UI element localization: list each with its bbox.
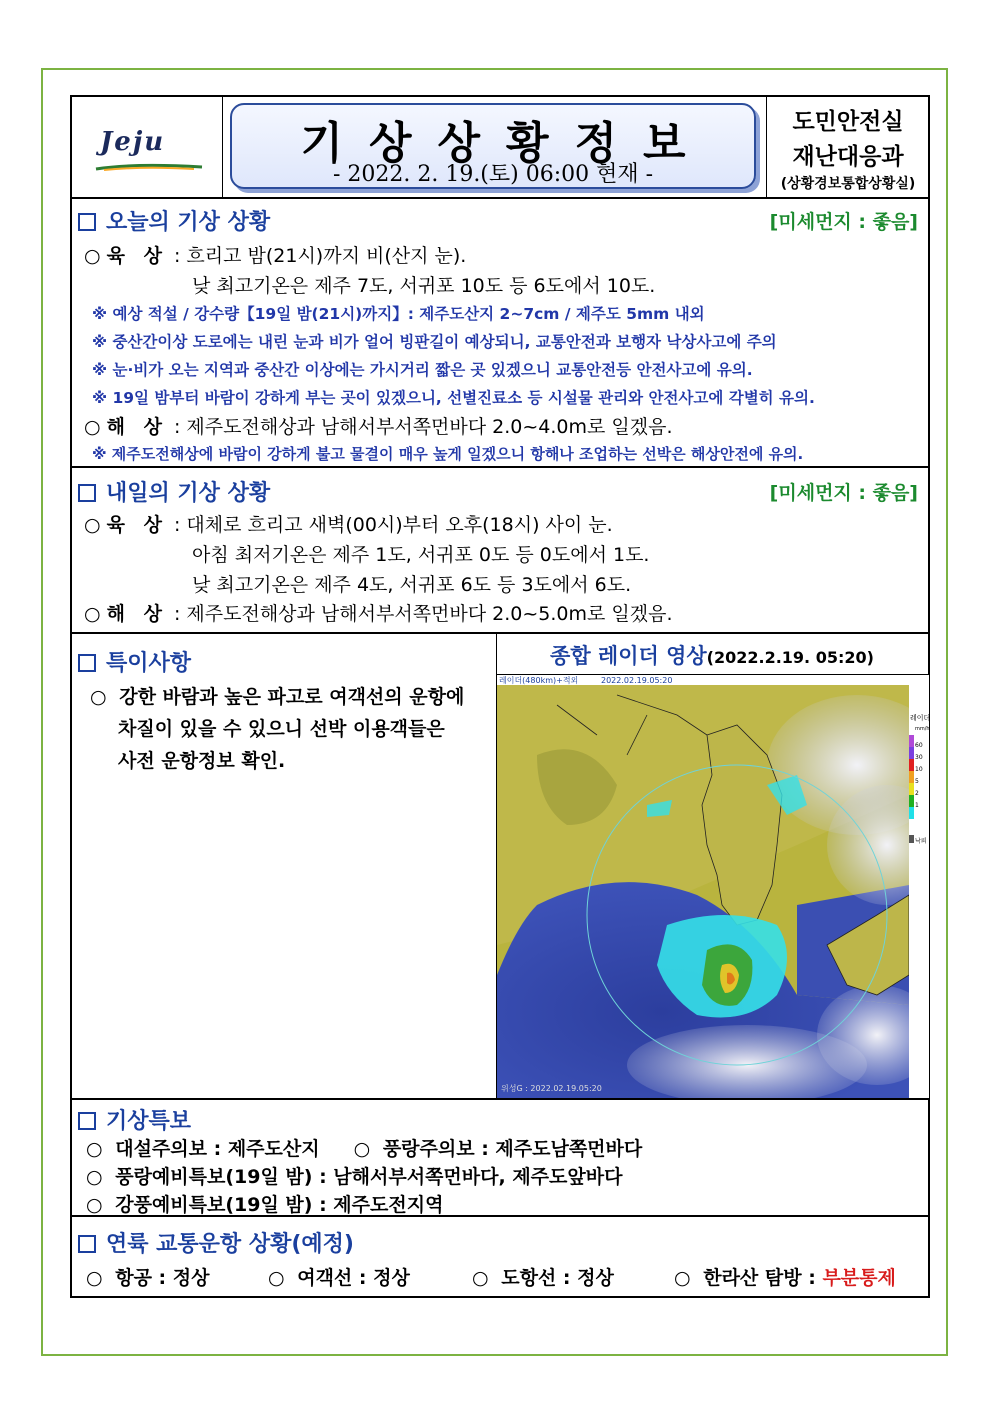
today-note-4: ※ 19일 밤부터 바람이 강하게 부는 곳이 있겠으니, 선별진료소 등 시설물 관리와 안전사고에 각별히 유의. [92,389,815,407]
today-note-2: ※ 중산간이상 도로에는 내린 눈과 비가 얼어 빙판길이 예상되니, 교통안전과 보행자 낙상사고에 주의 [92,333,777,351]
logo-cell [72,97,223,197]
today-sea-note: ※ 제주도전해상에 바람이 강하게 불고 물결이 매우 높게 일겠으니 항해나 조업하는 선박은 해상안전에 유의. [92,445,804,463]
checkbox-icon [78,213,96,231]
traffic-ferry: ○ 여객선 : 정상 [268,1267,410,1289]
traffic-air: ○ 항공 : 정상 [86,1267,210,1289]
today-note-1: ※ 예상 적설 / 강수량【19일 밤(21시)까지】: 제주도산지 2~7cm / 제주도 5mm 내외 [92,305,705,323]
special-line-1: ○ 강한 바람과 높은 파고로 여객선의 운항에 [90,686,465,708]
legend-value-30: 30 [915,754,923,761]
legend-unit: mm/h [915,726,929,732]
weather-report [70,95,930,1298]
radar-caption-bottom: 위성G : 2022.02.19.05:20 [501,1084,602,1093]
checkbox-icon [78,1235,96,1253]
today-note-3: ※ 눈·비가 오는 지역과 중산간 이상에는 가시거리 짧은 곳 있겠으니 교통안전등 안전사고에 유의. [92,361,753,379]
warnings-title: 기상특보 [78,1104,191,1135]
jeju-logo: Jeju [100,127,166,157]
traffic-section [72,1217,928,1297]
tomorrow-land-max: 낮 최고기온은 제주 4도, 서귀포 6도 등 3도에서 6도. [192,574,632,596]
radar-title: 종합 레이더 영상(2022.2.19. 05:20) [550,644,874,668]
traffic-island-ferry: ○ 도항선 : 정상 [472,1267,614,1289]
warning-line-3: ○ 강풍예비특보(19일 밤) : 제주도전지역 [86,1194,444,1216]
checkbox-icon [78,654,96,672]
warnings-section [72,1100,928,1217]
department-cell [766,97,929,197]
legend-title: 레이더 [910,714,929,722]
dept-office: 도민안전실 [792,109,904,135]
hallasan-status: 부분통제 [822,1267,896,1289]
dept-division: 재난대응과 [792,144,904,170]
today-section [72,197,928,468]
radar-caption-time: 2022.02.19.05:20 [601,676,673,685]
legend-value-5: 5 [915,778,919,785]
special-line-3: 사전 운항정보 확인. [118,750,286,772]
tomorrow-sea: ○ 해 상 : 제주도전해상과 남해서부서쪽먼바다 2.0~5.0m로 일겠음. [84,603,673,625]
legend-value-60: 60 [915,742,923,749]
special-line-2: 차질이 있을 수 있으니 선박 이용객들은 [118,718,445,740]
legend-value-1: 1 [915,802,919,809]
legend-value-10: 10 [915,766,923,773]
tomorrow-land-min: 아침 최저기온은 제주 1도, 서귀포 0도 등 0도에서 1도. [192,544,650,566]
warning-line-1: ○ 대설주의보 : 제주도산지 ○ 풍랑주의보 : 제주도남쪽먼바다 [86,1138,643,1160]
tomorrow-title: 내일의 기상 상황 [78,476,270,507]
radar-map [497,675,929,1098]
checkbox-icon [78,484,96,502]
today-title: 오늘의 기상 상황 [78,205,270,236]
special-title: 특이사항 [78,646,191,677]
radar-caption-top: 레이더(480km)+적외 [499,676,579,685]
today-sea: ○ 해 상 : 제주도전해상과 남해서부서쪽먼바다 2.0~4.0m로 일겠음. [84,416,673,438]
logo-swoosh-icon [94,163,204,171]
traffic-title: 연륙 교통운항 상황(예정) [78,1227,354,1258]
warning-line-2: ○ 풍랑예비특보(19일 밤) : 남해서부서쪽먼바다, 제주도앞바다 [86,1166,623,1188]
page-title: 기상상황정보 [300,118,712,169]
title-box [230,103,756,189]
tomorrow-land: ○ 육 상 : 대체로 흐리고 새벽(00시)부터 오후(18시) 사이 눈. [84,514,613,536]
today-land-temp: 낮 최고기온은 제주 7도, 서귀포 10도 등 6도에서 10도. [192,275,656,297]
checkbox-icon [78,1112,96,1130]
tomorrow-dust: [미세먼지 : 좋음] [769,482,918,504]
today-land: ○ 육 상 : 흐리고 밤(21시)까지 비(산지 눈). [84,245,467,267]
tomorrow-section [72,468,928,634]
legend-lightning: 낙뢰 [915,838,927,845]
report-datetime: - 2022. 2. 19.(토) 06:00 현재 - [332,162,654,187]
today-dust: [미세먼지 : 좋음] [769,211,918,233]
special-radar-section [72,634,928,1100]
report-header [72,97,928,199]
legend-value-2: 2 [915,790,919,797]
traffic-hallasan: ○ 한라산 탐방 : 부분통제 [674,1267,896,1289]
dept-room: (상황경보통합상황실) [780,176,916,192]
radar-image [496,674,929,1098]
